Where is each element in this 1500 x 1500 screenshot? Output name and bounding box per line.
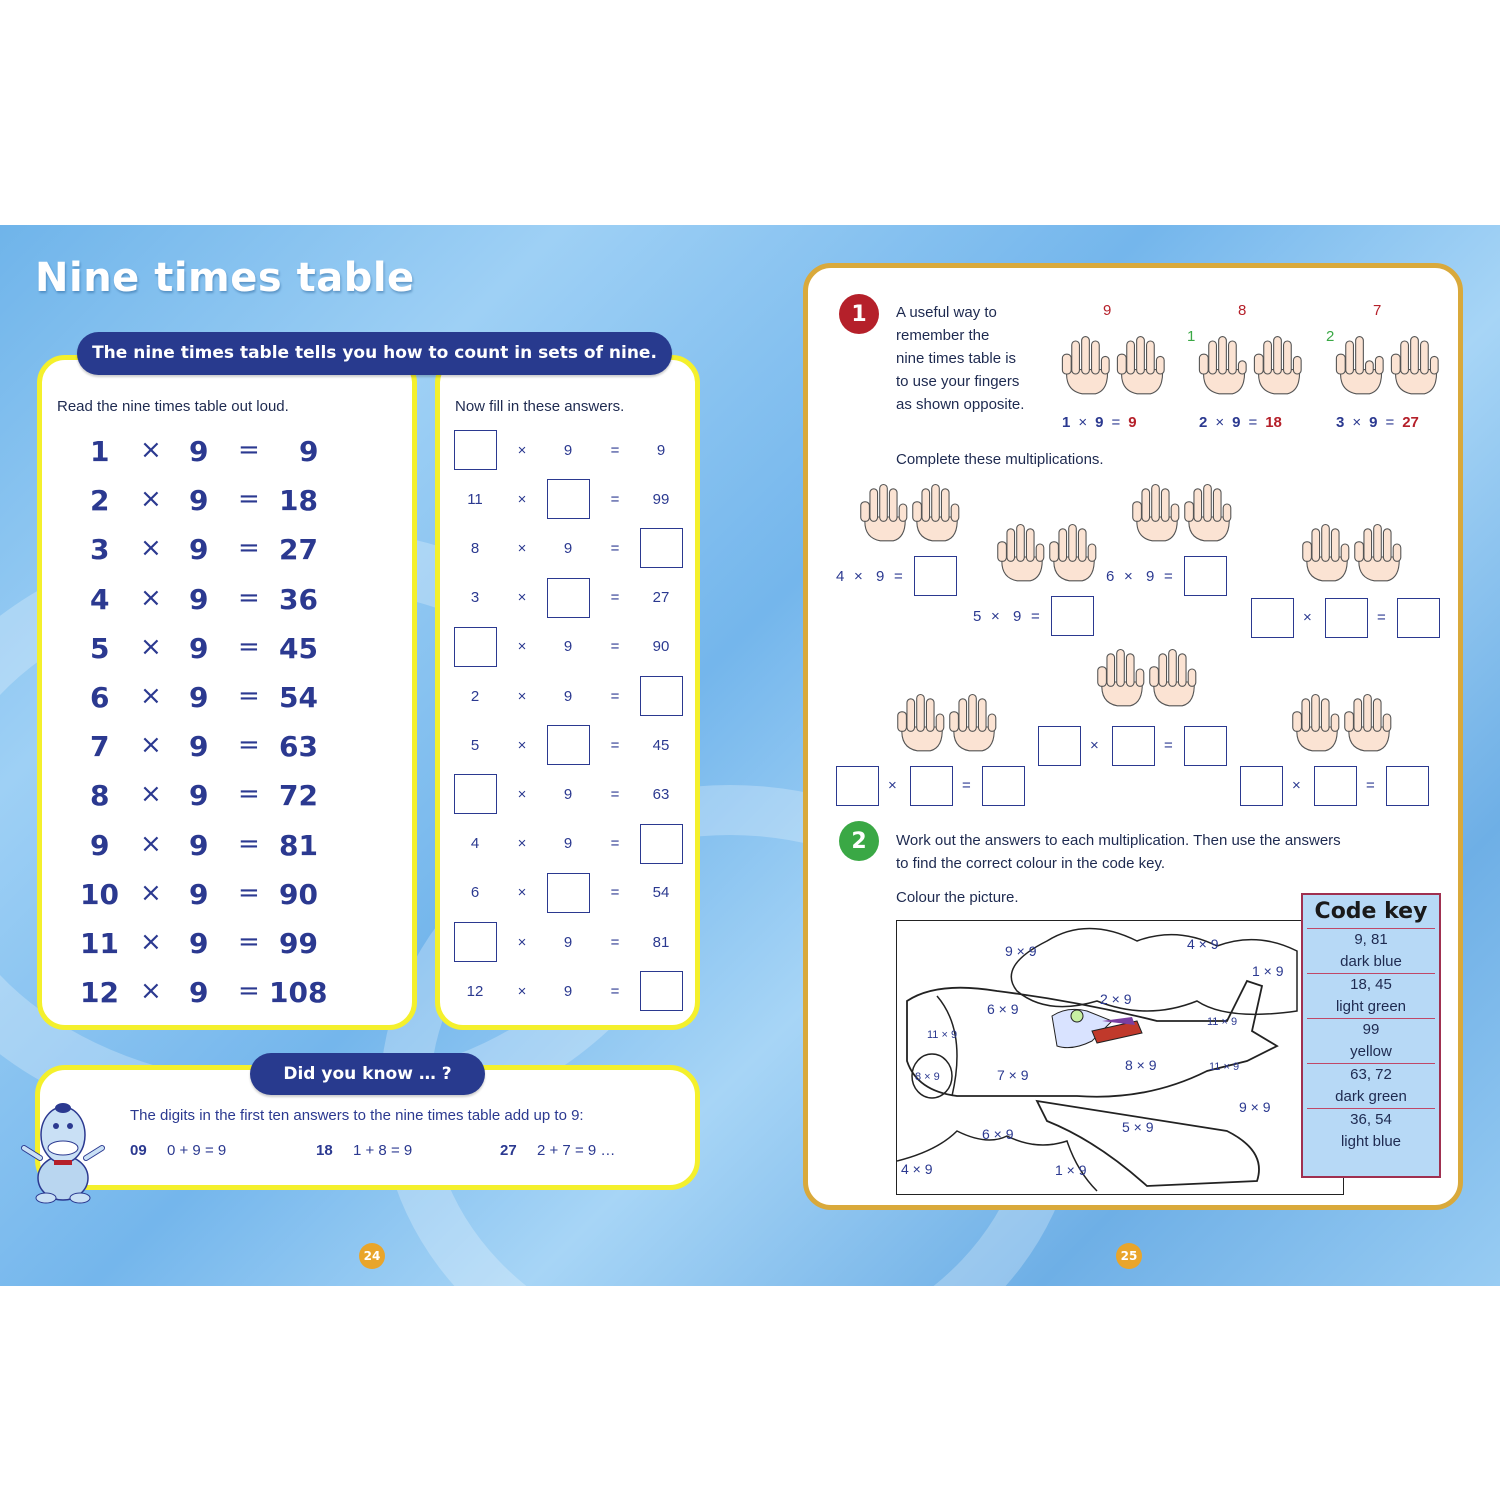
code-key-title: Code key xyxy=(1314,899,1428,924)
equals-sign: = xyxy=(238,976,260,1007)
times-sign: × xyxy=(517,736,527,754)
fill-row xyxy=(455,528,695,568)
text-line: remember the xyxy=(896,327,990,344)
answer-box[interactable] xyxy=(1051,596,1094,636)
answer-box[interactable] xyxy=(836,766,879,806)
equals-sign: = xyxy=(610,490,620,508)
factor: 4 xyxy=(90,582,110,616)
answer: 45 xyxy=(279,631,318,665)
intro-banner: The nine times table tells you how to count in sets of nine. xyxy=(77,332,672,375)
equation-part: × xyxy=(1078,414,1088,431)
answer: 108 xyxy=(269,976,328,1010)
code-key-values: 63, 72 xyxy=(1350,1066,1392,1083)
finger-method-text xyxy=(896,301,1024,416)
equals-sign: = xyxy=(238,779,260,810)
times-table-row xyxy=(82,435,382,475)
code-key-item xyxy=(1307,1108,1435,1153)
factor: 12 xyxy=(80,976,119,1010)
times-table-row xyxy=(82,484,382,524)
times-table-row xyxy=(82,976,382,1016)
picture-sum-label: 5 × 9 xyxy=(1122,1119,1154,1135)
answer-box[interactable] xyxy=(454,430,497,470)
equation-part: = xyxy=(1248,414,1258,431)
right-count: 8 xyxy=(1238,302,1247,319)
section-number-badge: 2 xyxy=(839,821,879,861)
times-sign: × xyxy=(517,982,527,1000)
picture-sum-label: 4 × 9 xyxy=(1187,936,1219,952)
section2-text xyxy=(896,829,1341,875)
finger-equation xyxy=(1062,414,1145,431)
hand-icon xyxy=(1113,328,1168,398)
times-table-row xyxy=(82,927,382,967)
given-number: 90 xyxy=(652,638,670,656)
times-table-panel xyxy=(37,355,417,1030)
page-title: Nine times table xyxy=(35,255,415,301)
factor: 9 xyxy=(90,828,110,862)
fill-row xyxy=(455,725,695,765)
factor: 9 xyxy=(189,435,209,468)
text-line: Work out the answers to each multiplication. Then use the answers xyxy=(896,832,1341,849)
given-number: 9 xyxy=(563,982,573,1000)
times-sign: × xyxy=(1090,737,1099,754)
fill-row xyxy=(455,971,695,1011)
times-table-row xyxy=(82,878,382,918)
equals-sign: = xyxy=(610,539,620,557)
hand-icon xyxy=(1340,688,1395,753)
hand-icon xyxy=(908,478,963,543)
answer: 18 xyxy=(279,484,318,518)
equals-sign: = xyxy=(238,631,260,662)
example-sum: 0 + 9 = 9 xyxy=(167,1142,227,1159)
factor: 9 xyxy=(189,927,209,960)
given-factor: 4 xyxy=(836,568,845,585)
equals-sign: = xyxy=(610,933,620,951)
equation-part: 9 xyxy=(1232,414,1241,431)
times-table-row xyxy=(82,829,382,869)
text-line: A useful way to xyxy=(896,304,997,321)
equals-sign: = xyxy=(1164,568,1173,585)
equals-sign: = xyxy=(894,568,903,585)
picture-sum-label: 4 × 9 xyxy=(901,1161,933,1177)
factor: 3 xyxy=(90,533,110,567)
given-number: 9 xyxy=(563,785,573,803)
times-sign: × xyxy=(517,490,527,508)
given-number: 9 xyxy=(563,539,573,557)
factor: 9 xyxy=(189,533,209,567)
equals-sign: = xyxy=(1031,608,1040,625)
times-sign: × xyxy=(517,589,527,607)
finger-equation xyxy=(1336,414,1427,431)
times-sign: × xyxy=(517,441,527,459)
picture-sum-label: 8 × 9 xyxy=(1125,1057,1157,1073)
hand-icon xyxy=(1250,328,1305,398)
equals-sign: = xyxy=(238,484,260,515)
times-sign: × xyxy=(517,785,527,803)
factor: 9 xyxy=(189,631,209,665)
answer-box[interactable] xyxy=(640,676,683,716)
hand-icon xyxy=(945,688,1000,753)
did-you-know-text: The digits in the first ten answers to the nine times table add up to 9: xyxy=(130,1107,584,1124)
right-count: 9 xyxy=(1103,302,1112,319)
picture-sum-label: 6 × 9 xyxy=(987,1001,1019,1017)
answer-box[interactable] xyxy=(1184,726,1227,766)
left-count: 2 xyxy=(1326,328,1335,345)
given-number: 9 xyxy=(563,933,573,951)
fill-row xyxy=(455,873,695,913)
picture-sum-label: 9 × 9 xyxy=(1005,943,1037,959)
answer-box[interactable] xyxy=(914,556,957,596)
factor: 6 xyxy=(90,681,110,714)
times-sign: × xyxy=(140,976,162,1007)
left-count: 1 xyxy=(1187,328,1196,345)
times-sign: × xyxy=(1292,777,1301,794)
given-factor: 9 xyxy=(1146,568,1155,585)
finger-example xyxy=(1326,298,1462,438)
equation-part: 1 xyxy=(1062,414,1071,431)
factor: 11 xyxy=(80,927,119,960)
given-number: 45 xyxy=(652,736,670,754)
page-number: 24 xyxy=(359,1243,385,1269)
hand-icon xyxy=(1387,328,1442,398)
hand-icon xyxy=(1180,478,1235,543)
answer: 9 xyxy=(299,435,319,468)
hand-icon xyxy=(856,478,911,543)
code-key-values: 36, 54 xyxy=(1350,1111,1392,1128)
picture-sum-label: 7 × 9 xyxy=(997,1067,1029,1083)
given-number: 2 xyxy=(470,687,480,705)
fill-row xyxy=(455,479,695,519)
fill-row xyxy=(455,627,695,667)
times-sign: × xyxy=(517,835,527,853)
equals-sign: = xyxy=(610,736,620,754)
picture-sum-label: 11 × 9 xyxy=(1207,1016,1238,1028)
answer: 99 xyxy=(279,927,318,960)
factor: 9 xyxy=(189,730,209,764)
hand-icon xyxy=(1128,478,1183,543)
equals-sign: = xyxy=(610,589,620,607)
equation-part: × xyxy=(1215,414,1225,431)
fill-row xyxy=(455,774,695,814)
given-number: 54 xyxy=(652,884,670,902)
equation-part: = xyxy=(1111,414,1121,431)
answer-box[interactable] xyxy=(1397,598,1440,638)
example-number: 27 xyxy=(500,1142,517,1159)
factor: 8 xyxy=(90,779,110,813)
complete-instruction: Complete these multiplications. xyxy=(896,451,1104,468)
given-factor: 9 xyxy=(1013,608,1022,625)
given-number: 4 xyxy=(470,835,480,853)
answer: 63 xyxy=(279,730,318,764)
given-number: 9 xyxy=(563,441,573,459)
hand-icon xyxy=(1288,688,1343,753)
hand-icon xyxy=(893,688,948,753)
hand-icon xyxy=(1350,518,1405,583)
equation-part: 2 xyxy=(1199,414,1208,431)
times-sign: × xyxy=(517,933,527,951)
times-sign: × xyxy=(140,681,162,711)
colour-instruction: Colour the picture. xyxy=(896,889,1019,906)
text-line: as shown opposite. xyxy=(896,396,1025,413)
section-number-badge: 1 xyxy=(839,294,879,334)
picture-sum-label: 2 × 9 xyxy=(1100,991,1132,1007)
equals-sign: = xyxy=(1377,609,1386,626)
given-number: 12 xyxy=(466,982,484,1000)
given-factor: 9 xyxy=(876,568,885,585)
times-sign: × xyxy=(517,884,527,902)
factor: 7 xyxy=(90,730,110,764)
code-key-item xyxy=(1307,973,1435,1018)
factor: 9 xyxy=(189,828,209,862)
times-sign: × xyxy=(140,484,162,515)
equation-part: 9 xyxy=(1095,414,1104,431)
times-sign: × xyxy=(140,582,162,613)
factor: 9 xyxy=(189,779,209,813)
example-number: 09 xyxy=(130,1142,147,1159)
given-number: 9 xyxy=(563,638,573,656)
hand-icon xyxy=(1145,643,1200,708)
equals-sign: = xyxy=(610,835,620,853)
given-factor: 6 xyxy=(1106,568,1115,585)
times-sign: × xyxy=(991,608,1000,625)
factor: 9 xyxy=(189,484,209,518)
given-number: 6 xyxy=(470,884,480,902)
picture-sum-label: 6 × 9 xyxy=(982,1126,1014,1142)
text-line: nine times table is xyxy=(896,350,1017,367)
equals-sign: = xyxy=(610,441,620,459)
code-key-colour: dark blue xyxy=(1340,953,1402,970)
equals-sign: = xyxy=(962,777,971,794)
given-number: 3 xyxy=(470,589,480,607)
answer-box[interactable] xyxy=(1386,766,1429,806)
equals-sign: = xyxy=(238,828,260,859)
equals-sign: = xyxy=(238,435,260,465)
given-number: 11 xyxy=(467,490,483,508)
times-table-row xyxy=(82,730,382,770)
times-sign: × xyxy=(888,777,897,794)
code-key xyxy=(1301,893,1441,1178)
given-number: 9 xyxy=(563,835,573,853)
answer-box[interactable] xyxy=(1112,726,1155,766)
finger-equation xyxy=(1199,414,1290,431)
answer: 18 xyxy=(1265,414,1282,431)
equals-sign: = xyxy=(238,877,260,908)
equation-part: × xyxy=(1352,414,1362,431)
equals-sign: = xyxy=(610,638,620,656)
equals-sign: = xyxy=(1164,737,1173,754)
picture-sum-label: 1 × 9 xyxy=(1055,1162,1087,1178)
hand-icon xyxy=(1045,518,1100,583)
answer-box[interactable] xyxy=(547,578,590,618)
answer-box[interactable] xyxy=(1251,598,1294,638)
example-sum: 1 + 8 = 9 xyxy=(353,1142,413,1159)
hand-icon xyxy=(1195,328,1250,398)
answer-box[interactable] xyxy=(454,774,497,814)
equals-sign: = xyxy=(610,982,620,1000)
factor: 9 xyxy=(189,681,209,714)
code-key-item xyxy=(1307,1018,1435,1063)
workbook-spread xyxy=(0,225,1500,1286)
dog-mascot-icon xyxy=(18,1090,108,1205)
answer-box[interactable] xyxy=(547,725,590,765)
equals-sign: = xyxy=(610,785,620,803)
equals-sign: = xyxy=(610,884,620,902)
times-table-row xyxy=(82,681,382,721)
example-number: 18 xyxy=(316,1142,333,1159)
times-table-row xyxy=(82,533,382,573)
answer-box[interactable] xyxy=(1240,766,1283,806)
given-number: 5 xyxy=(470,736,480,754)
answer: 36 xyxy=(279,582,318,616)
answer: 72 xyxy=(279,779,318,813)
text-line: to use your fingers xyxy=(896,373,1020,390)
equals-sign: = xyxy=(238,582,260,613)
right-count: 7 xyxy=(1373,302,1382,319)
answer-box[interactable] xyxy=(640,528,683,568)
answer: 81 xyxy=(279,828,318,862)
picture-sum-label: 8 × 9 xyxy=(915,1071,940,1083)
given-number: 9 xyxy=(563,687,573,705)
equals-sign: = xyxy=(1366,777,1375,794)
given-number: 27 xyxy=(652,589,670,607)
picture-sum-label: 1 × 9 xyxy=(1252,963,1284,979)
code-key-values: 18, 45 xyxy=(1350,976,1392,993)
code-key-colour: yellow xyxy=(1350,1043,1392,1060)
answer: 27 xyxy=(1402,414,1419,431)
fill-in-panel xyxy=(435,355,700,1030)
factor: 1 xyxy=(90,435,110,468)
times-sign: × xyxy=(517,638,527,656)
equation-part: = xyxy=(1385,414,1395,431)
picture-sum-label: 9 × 9 xyxy=(1239,1099,1271,1115)
factor: 9 xyxy=(189,582,209,616)
equals-sign: = xyxy=(238,533,260,564)
factor: 9 xyxy=(189,976,209,1010)
hand-icon xyxy=(1058,328,1113,398)
times-sign: × xyxy=(140,828,162,859)
code-key-colour: dark green xyxy=(1335,1088,1407,1105)
answer-box[interactable] xyxy=(1038,726,1081,766)
equals-sign: = xyxy=(238,681,260,711)
times-sign: × xyxy=(140,533,162,564)
times-sign: × xyxy=(140,877,162,908)
code-key-item xyxy=(1307,1063,1435,1108)
equation-part: 9 xyxy=(1369,414,1378,431)
finger-example xyxy=(1187,298,1325,438)
code-key-colour: light green xyxy=(1335,998,1407,1015)
answer: 9 xyxy=(1128,414,1137,431)
answer: 54 xyxy=(279,681,318,714)
answer-box[interactable] xyxy=(547,873,590,913)
times-sign: × xyxy=(140,435,162,465)
given-number: 9 xyxy=(656,441,666,459)
hand-icon xyxy=(1332,328,1387,398)
equals-sign: = xyxy=(238,730,260,761)
times-table-row xyxy=(82,583,382,623)
times-sign: × xyxy=(140,927,162,957)
times-sign: × xyxy=(517,539,527,557)
text-line: to find the correct colour in the code key. xyxy=(896,855,1166,872)
given-factor: 5 xyxy=(973,608,982,625)
times-sign: × xyxy=(140,730,162,761)
times-sign: × xyxy=(854,568,863,585)
did-you-know-title: Did you know … ? xyxy=(250,1053,485,1095)
given-number: 81 xyxy=(652,933,670,951)
hand-icon xyxy=(1298,518,1353,583)
read-instruction: Read the nine times table out loud. xyxy=(57,398,289,415)
answer-box[interactable] xyxy=(910,766,953,806)
equals-sign: = xyxy=(610,687,620,705)
times-sign: × xyxy=(1303,609,1312,626)
answer-box[interactable] xyxy=(454,922,497,962)
given-number: 99 xyxy=(652,490,670,508)
activity-panel xyxy=(803,263,1463,1210)
answer-box[interactable] xyxy=(1325,598,1368,638)
factor: 5 xyxy=(90,631,110,665)
colouring-picture[interactable] xyxy=(896,920,1344,1195)
answer-box[interactable] xyxy=(982,766,1025,806)
answer: 27 xyxy=(279,533,318,567)
given-number: 8 xyxy=(470,539,480,557)
times-table-row xyxy=(82,779,382,819)
code-key-values: 99 xyxy=(1362,1021,1380,1038)
equals-sign: = xyxy=(238,927,260,957)
code-key-item xyxy=(1307,928,1435,973)
answer-box[interactable] xyxy=(1314,766,1357,806)
page-number: 25 xyxy=(1116,1243,1142,1269)
times-sign: × xyxy=(140,779,162,810)
given-number: 63 xyxy=(652,785,670,803)
fill-row xyxy=(455,922,695,962)
finger-example xyxy=(1058,298,1188,438)
times-sign: × xyxy=(140,631,162,662)
fill-row xyxy=(455,430,695,470)
fill-row xyxy=(455,578,695,618)
answer-box[interactable] xyxy=(640,971,683,1011)
answer-box[interactable] xyxy=(454,627,497,667)
fill-row xyxy=(455,676,695,716)
answer-box[interactable] xyxy=(1184,556,1227,596)
answer: 90 xyxy=(279,877,318,911)
hand-icon xyxy=(993,518,1048,583)
factor: 9 xyxy=(189,877,209,911)
fill-row xyxy=(455,824,695,864)
answer-box[interactable] xyxy=(547,479,590,519)
factor: 2 xyxy=(90,484,110,518)
equation-part: 3 xyxy=(1336,414,1345,431)
code-key-colour: light blue xyxy=(1340,1133,1402,1150)
picture-sum-label: 11 × 9 xyxy=(927,1029,958,1041)
fill-instruction: Now fill in these answers. xyxy=(455,398,625,415)
example-sum: 2 + 7 = 9 … xyxy=(537,1142,616,1159)
times-table-row xyxy=(82,632,382,672)
times-sign: × xyxy=(517,687,527,705)
hand-icon xyxy=(1093,643,1148,708)
code-key-values: 9, 81 xyxy=(1354,931,1388,948)
picture-sum-label: 11 × 9 xyxy=(1209,1061,1240,1073)
times-sign: × xyxy=(1124,568,1133,585)
factor: 10 xyxy=(80,877,119,911)
answer-box[interactable] xyxy=(640,824,683,864)
